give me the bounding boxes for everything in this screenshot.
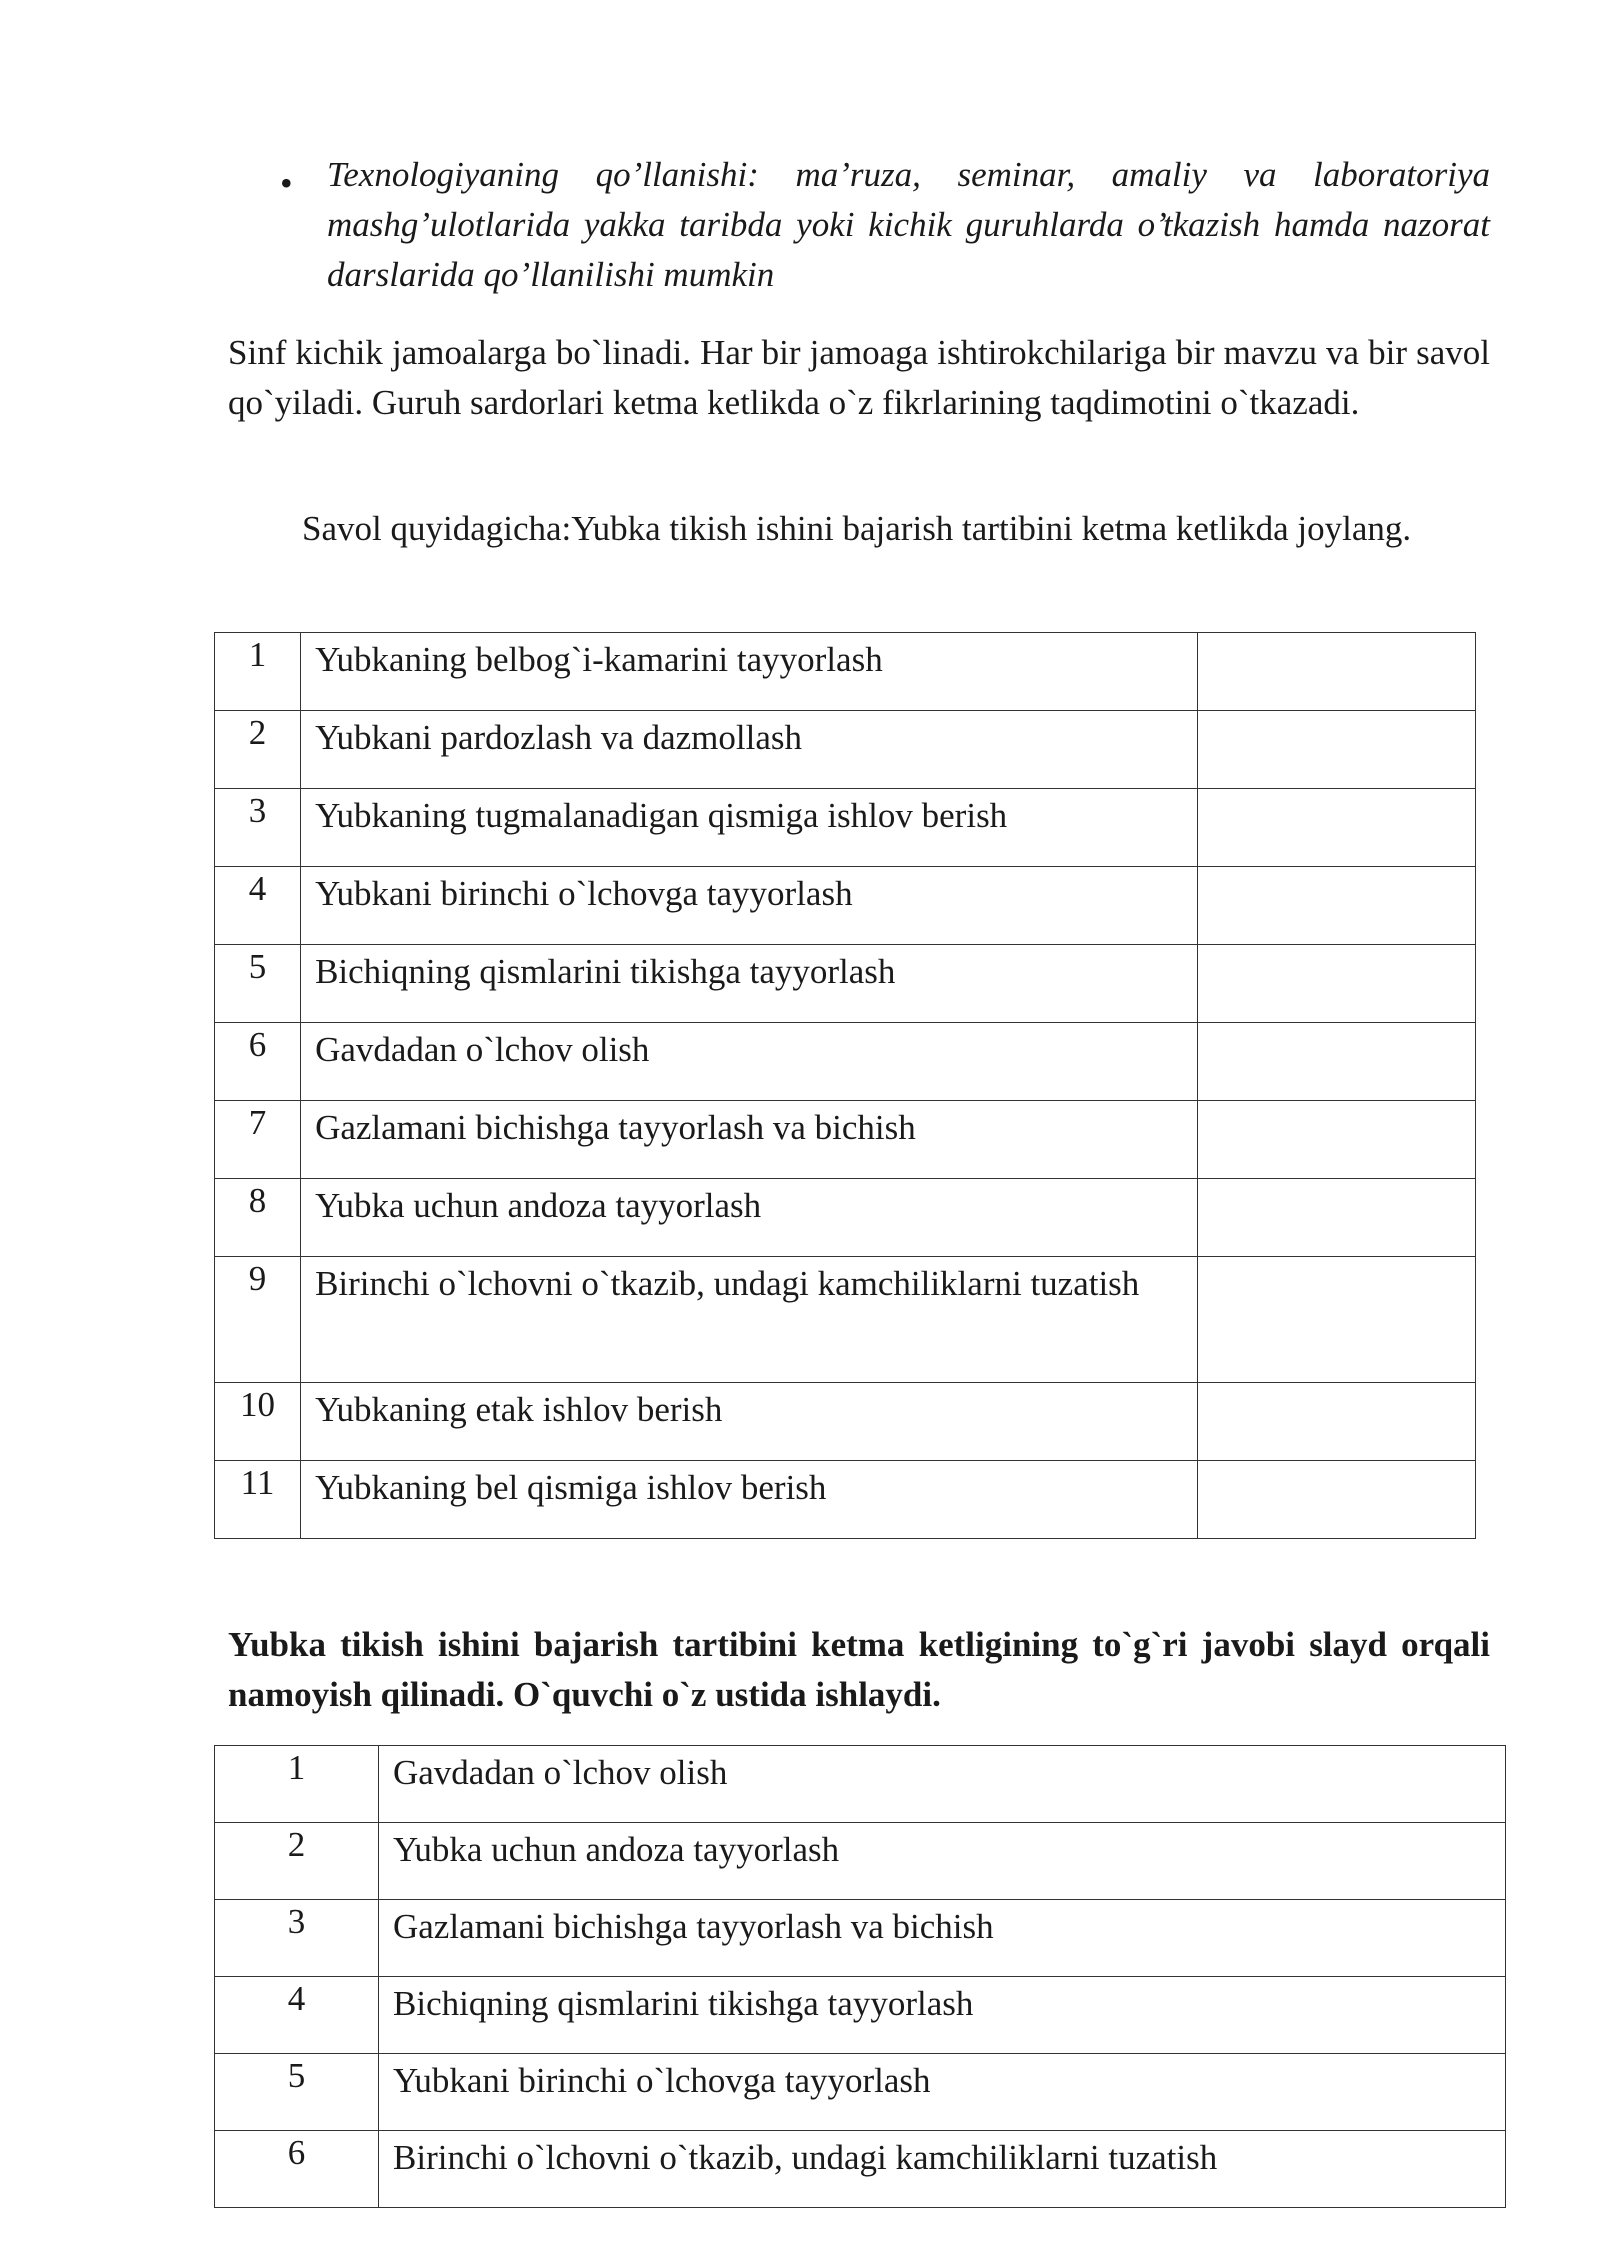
step-number-cell: 2 (215, 711, 301, 789)
table-row (215, 1383, 1476, 1461)
table-row (215, 789, 1476, 867)
step-description-cell: Yubka uchun andoza tayyorlash (301, 1179, 1198, 1257)
step-number-cell: 11 (215, 1461, 301, 1539)
technology-usage-bullet: Texnologiyaning qo’llanishi: ma’ruza, seminar, amaliy va laboratoriya mashg’ulotlarida yakka taribda yoki kichik guruhlarda o’tkazish hamda nazorat darslarida qo’llanilishi mumkin (327, 155, 1490, 294)
answer-cell[interactable] (1198, 1101, 1476, 1179)
step-description-cell: Gavdadan o`lchov olish (301, 1023, 1198, 1101)
table-row (215, 1823, 1506, 1900)
step-description-cell: Yubka uchun andoza tayyorlash (379, 1823, 1506, 1900)
table-row (215, 2131, 1506, 2208)
step-description-cell: Gazlamani bichishga tayyorlash va bichish (301, 1101, 1198, 1179)
answer-cell[interactable] (1198, 1383, 1476, 1461)
table-row (215, 1977, 1506, 2054)
step-number-cell: 8 (215, 1179, 301, 1257)
step-description-cell: Yubkani birinchi o`lchovga tayyorlash (301, 867, 1198, 945)
step-number-cell: 6 (215, 2131, 379, 2208)
answer-cell[interactable] (1198, 1023, 1476, 1101)
step-number-cell: 3 (215, 1900, 379, 1977)
answer-cell[interactable] (1198, 789, 1476, 867)
table-row (215, 1101, 1476, 1179)
step-description-cell: Yubkani birinchi o`lchovga tayyorlash (379, 2054, 1506, 2131)
table-row (215, 1746, 1506, 1823)
table-row (215, 1023, 1476, 1101)
table-row (215, 1461, 1476, 1539)
step-description-cell: Gazlamani bichishga tayyorlash va bichish (379, 1900, 1506, 1977)
step-number-cell: 5 (215, 2054, 379, 2131)
step-number-cell: 4 (215, 867, 301, 945)
answer-cell[interactable] (1198, 867, 1476, 945)
step-description-cell: Bichiqning qismlarini tikishga tayyorlash (301, 945, 1198, 1023)
step-description-cell: Birinchi o`lchovni o`tkazib, undagi kamchiliklarni tuzatish (301, 1257, 1198, 1383)
shuffled-steps-table (214, 632, 1476, 1539)
step-number-cell: 1 (215, 633, 301, 711)
correct-order-table (214, 1745, 1506, 2208)
step-number-cell: 5 (215, 945, 301, 1023)
answer-heading: Yubka tikish ishini bajarish tartibini ketma ketligining to`g`ri javobi slayd orqali namoyish qilinadi. O`quvchi o`z ustida ishlaydi. (228, 1625, 1490, 1714)
step-description-cell: Yubkaning etak ishlov berish (301, 1383, 1198, 1461)
step-description-cell: Yubkaning bel qismiga ishlov berish (301, 1461, 1198, 1539)
step-number-cell: 9 (215, 1257, 301, 1383)
table-row (215, 1257, 1476, 1383)
answer-cell[interactable] (1198, 633, 1476, 711)
question-paragraph: Savol quyidagicha:Yubka tikish ishini bajarish tartibini ketma ketlikda joylang. (302, 509, 1412, 548)
answer-cell[interactable] (1198, 711, 1476, 789)
step-description-cell: Gavdadan o`lchov olish (379, 1746, 1506, 1823)
table-row (215, 1179, 1476, 1257)
step-number-cell: 6 (215, 1023, 301, 1101)
answer-cell[interactable] (1198, 1257, 1476, 1383)
step-description-cell: Birinchi o`lchovni o`tkazib, undagi kamchiliklarni tuzatish (379, 2131, 1506, 2208)
step-number-cell: 3 (215, 789, 301, 867)
table-row (215, 711, 1476, 789)
step-description-cell: Bichiqning qismlarini tikishga tayyorlash (379, 1977, 1506, 2054)
step-number-cell: 1 (215, 1746, 379, 1823)
step-description-cell: Yubkani pardozlash va dazmollash (301, 711, 1198, 789)
step-number-cell: 10 (215, 1383, 301, 1461)
step-number-cell: 4 (215, 1977, 379, 2054)
step-description-cell: Yubkaning tugmalanadigan qismiga ishlov berish (301, 789, 1198, 867)
step-description-cell: Yubkaning belbog`i-kamarini tayyorlash (301, 633, 1198, 711)
step-number-cell: 2 (215, 1823, 379, 1900)
intro-paragraph: Sinf kichik jamoalarga bo`linadi. Har bir jamoaga ishtirokchilariga bir mavzu va bir savol qo`yiladi. Guruh sardorlari ketma ketlikda o`z fikrlarining taqdimotini o`tkazadi. (228, 333, 1490, 422)
answer-cell[interactable] (1198, 1179, 1476, 1257)
step-number-cell: 7 (215, 1101, 301, 1179)
answer-cell[interactable] (1198, 1461, 1476, 1539)
table-row (215, 633, 1476, 711)
bullet-marker: • (280, 163, 293, 203)
table-row (215, 1900, 1506, 1977)
table-row (215, 945, 1476, 1023)
table-row (215, 2054, 1506, 2131)
answer-cell[interactable] (1198, 945, 1476, 1023)
table-row (215, 867, 1476, 945)
